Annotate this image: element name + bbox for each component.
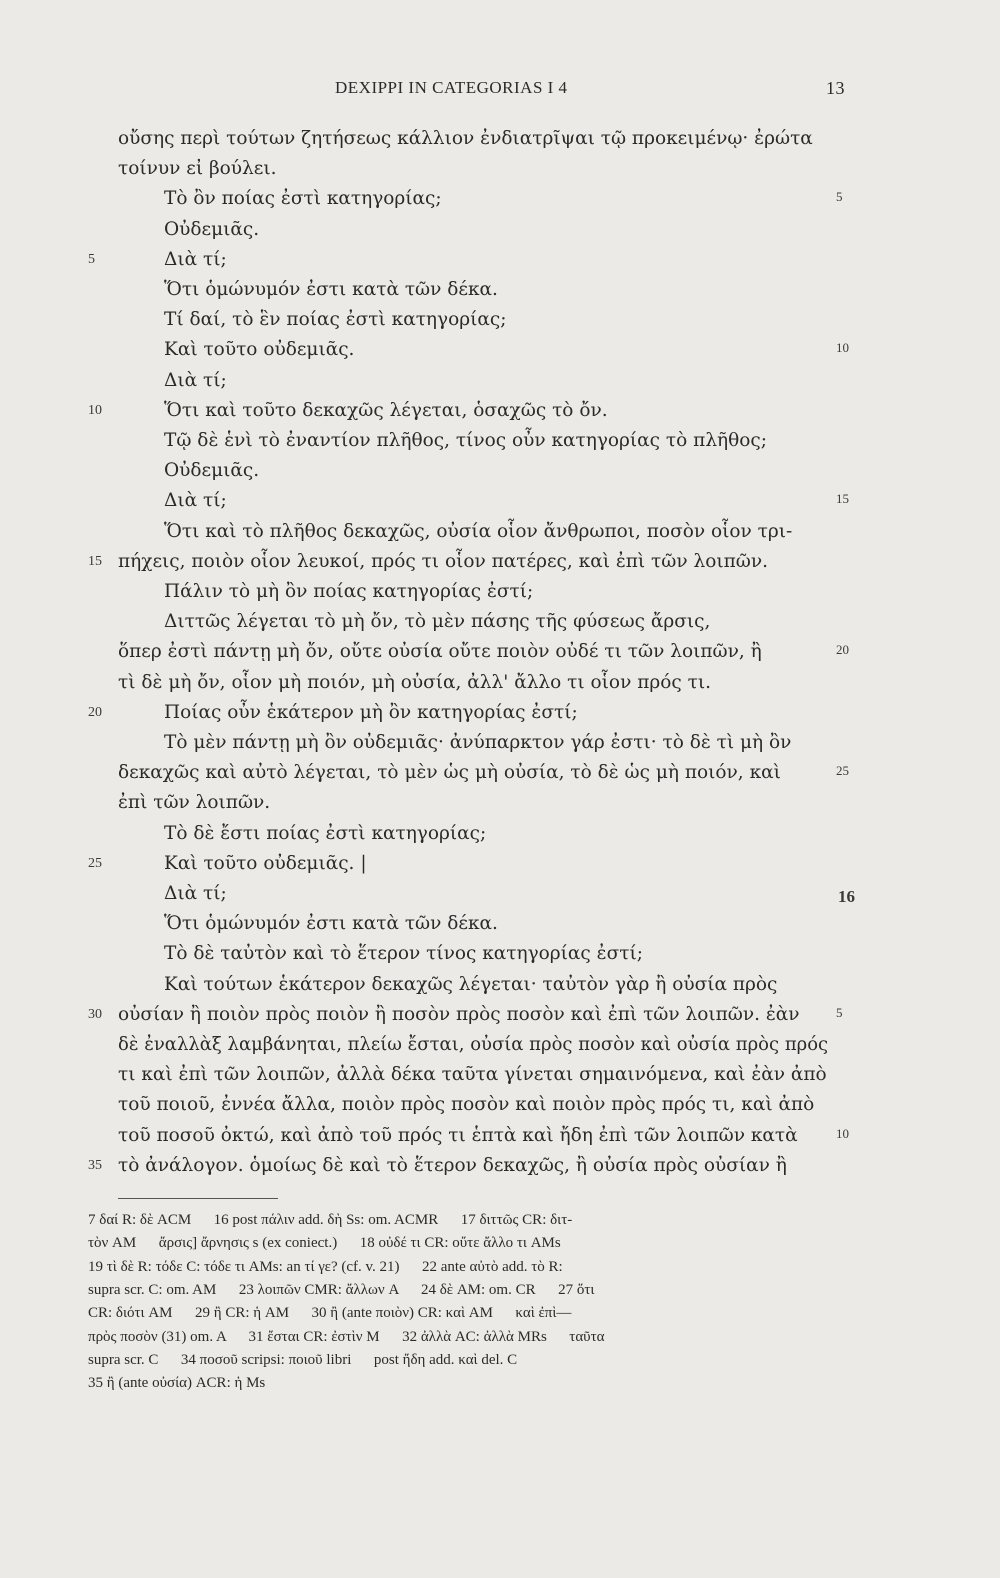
text-line <box>0 247 1000 275</box>
text-line <box>0 911 1000 939</box>
text-line <box>0 881 1000 909</box>
text-line <box>0 337 1000 365</box>
line-text: Ποίας οὖν ἑκάτερον μὴ ὂν κατηγορίας ἐστί; <box>164 701 578 723</box>
source-line-number: 20 <box>836 642 849 658</box>
text-line <box>0 1062 1000 1090</box>
text-line <box>0 851 1000 879</box>
source-line-number: 10 <box>836 340 849 356</box>
line-text: Διὰ τί; <box>164 883 227 904</box>
running-title: DEXIPPI IN CATEGORIAS I 4 <box>335 78 568 97</box>
text-line <box>0 277 1000 305</box>
line-text: Τῷ δὲ ἑνὶ τὸ ἐναντίον πλῆθος, τίνος οὖν κατηγορίας τὸ πλῆθος; <box>164 430 767 451</box>
text-line <box>0 549 1000 577</box>
line-text: τοίνυν εἰ βούλει. <box>118 158 277 180</box>
line-text: Πάλιν τὸ μὴ ὂν ποίας κατηγορίας ἐστί; <box>164 581 534 602</box>
text-line <box>0 1002 1000 1030</box>
line-text: Διὰ τί; <box>164 369 227 391</box>
line-text: τὶ δὲ μὴ ὄν, οἷον μὴ ποιόν, μὴ οὐσία, ἀλλ' ἄλλο τι οἷον πρός τι. <box>118 671 711 693</box>
line-number: 30 <box>88 1006 102 1022</box>
text-line <box>0 760 1000 788</box>
footnote-line: CR: διότι AM 29 ἢ CR: ἡ AM 30 ἢ (ante ποιὸν) CR: καὶ AM καὶ ἐπὶ— <box>88 1305 572 1322</box>
text-line <box>0 941 1000 969</box>
footnote-line: 19 τὶ δὲ R: τόδε C: τόδε τι AMs: an τί γε? (cf. v. 21) 22 ante αὐτὸ add. τὸ R: <box>88 1258 563 1275</box>
line-text: ἐπὶ τῶν λοιπῶν. <box>118 792 271 814</box>
footnote-line: 7 δαί R: δὲ ACM 16 post πάλιν add. δὴ Ss: om. ACMR 17 διττῶς CR: διτ- <box>88 1212 573 1228</box>
text-line <box>0 428 1000 456</box>
line-text: Τὸ δὲ ἔστι ποίας ἐστὶ κατηγορίας; <box>164 822 487 844</box>
line-text: Ὅτι ὁμώνυμόν ἐστι κατὰ τῶν δέκα. <box>164 913 498 935</box>
line-text: Διττῶς λέγεται τὸ μὴ ὄν, τὸ μὲν πάσης τῆς φύσεως ἄρσις, <box>164 611 711 633</box>
text-line <box>0 488 1000 516</box>
text-line <box>0 670 1000 698</box>
text-line <box>0 458 1000 486</box>
line-text: Καὶ τοῦτο οὐδεμιᾶς. <box>164 339 355 361</box>
source-line-number: 5 <box>836 189 843 205</box>
text-line <box>0 972 1000 1000</box>
line-text: τι καὶ ἐπὶ τῶν λοιπῶν, ἀλλὰ δέκα ταῦτα γίνεται σημαινόμενα, καὶ ἐὰν ἀπὸ <box>118 1064 827 1086</box>
line-text: οὔσης περὶ τούτων ζητήσεως κάλλιον ἐνδιατρῖψαι τῷ προκειμένῳ· ἐρώτα <box>118 128 813 149</box>
line-text: δεκαχῶς καὶ αὐτὸ λέγεται, τὸ μὲν ὡς μὴ οὐσία, τὸ δὲ ὡς μὴ ποιόν, καὶ <box>118 762 781 784</box>
page-number: 13 <box>826 78 845 98</box>
text-line <box>0 821 1000 849</box>
text-line <box>0 700 1000 728</box>
footnote-divider <box>118 1198 278 1199</box>
line-text: δὲ ἐναλλὰξ λαμβάνηται, πλείω ἔσται, οὐσία πρὸς ποσὸν καὶ οὐσία πρὸς πρός <box>118 1034 829 1055</box>
footnote-line: πρὸς ποσὸν (31) om. A 31 ἔσται CR: ἐστὶν M 32 ἀλλὰ AC: ἀλλὰ MRs ταῦτα <box>88 1328 605 1345</box>
line-number: 25 <box>88 855 102 871</box>
line-text: Τὸ δὲ ταὐτὸν καὶ τὸ ἕτερον τίνος κατηγορίας ἐστί; <box>164 943 643 965</box>
text-line <box>0 579 1000 607</box>
text-line <box>0 639 1000 667</box>
text-line <box>0 519 1000 547</box>
line-text: Καὶ τούτων ἑκάτερον δεκαχῶς λέγεται· ταὐτὸν γὰρ ἢ οὐσία πρὸς <box>164 973 778 995</box>
text-line <box>0 730 1000 758</box>
line-text: πήχεις, ποιὸν οἷον λευκοί, πρός τι οἷον πατέρες, καὶ ἐπὶ τῶν λοιπῶν. <box>118 550 768 572</box>
line-text: Οὐδεμιᾶς. <box>164 460 260 482</box>
line-text: Ὅτι ὁμώνυμόν ἐστι κατὰ τῶν δέκα. <box>164 279 498 300</box>
text-line <box>0 1092 1000 1120</box>
text-line <box>0 1153 1000 1181</box>
line-number: 5 <box>88 251 95 267</box>
text-line <box>0 368 1000 396</box>
source-line-number: 10 <box>836 1125 849 1141</box>
line-text: Ὅτι καὶ τοῦτο δεκαχῶς λέγεται, ὁσαχῶς τὸ ὄν. <box>164 399 608 421</box>
source-page-marker: 16 <box>838 887 855 906</box>
footnote-line: τὸν AM ἄρσις] ἄρνησις s (ex coniect.) 18 οὐδέ τι CR: οὔτε ἄλλο τι AMs <box>88 1235 561 1252</box>
source-line-number: 5 <box>836 1004 843 1020</box>
text-line <box>0 156 1000 184</box>
text-line <box>0 1123 1000 1151</box>
line-text: Καὶ τοῦτο οὐδεμιᾶς. | <box>164 852 367 874</box>
line-text: Ὅτι καὶ τὸ πλῆθος δεκαχῶς, οὐσία οἷον ἄνθρωποι, ποσὸν οἷον τρι- <box>164 520 793 542</box>
text-line <box>0 307 1000 335</box>
source-line-number: 25 <box>836 763 849 779</box>
line-text: Τὸ ὂν ποίας ἐστὶ κατηγορίας; <box>164 188 442 210</box>
footnote-line: supra scr. C: om. AM 23 λοιπῶν CMR: ἄλλων A 24 δὲ AM: om. CR 27 ὅτι <box>88 1281 595 1298</box>
line-text: Τί δαί, τὸ ἓν ποίας ἐστὶ κατηγορίας; <box>164 309 507 331</box>
footnote-line: supra scr. C 34 ποσοῦ scripsi: ποιοῦ libri post ἤδη add. καὶ del. C <box>88 1351 518 1368</box>
line-text: Τὸ μὲν πάντῃ μὴ ὂν οὐδεμιᾶς· ἀνύπαρκτον γάρ ἐστι· τὸ δὲ τὶ μὴ ὂν <box>164 732 792 753</box>
page-header <box>0 78 1000 102</box>
line-text: ὅπερ ἐστὶ πάντῃ μὴ ὄν, οὔτε οὐσία οὔτε ποιὸν οὐδέ τι τῶν λοιπῶν, ἢ <box>118 641 762 663</box>
line-number: 10 <box>88 402 102 418</box>
line-number: 20 <box>88 704 102 720</box>
line-text: Διὰ τί; <box>164 248 227 270</box>
line-number: 35 <box>88 1157 102 1173</box>
source-line-number: 15 <box>836 491 849 507</box>
line-text: Οὐδεμιᾶς. <box>164 218 260 240</box>
text-line <box>0 126 1000 154</box>
text-line <box>0 398 1000 426</box>
line-text: οὐσίαν ἢ ποιὸν πρὸς ποιὸν ἢ ποσὸν πρὸς ποσὸν καὶ ἐπὶ τῶν λοιπῶν. ἐὰν <box>118 1003 800 1025</box>
text-line <box>0 790 1000 818</box>
line-text: τοῦ ποσοῦ ὀκτώ, καὶ ἀπὸ τοῦ πρός τι ἑπτὰ καὶ ἤδη ἐπὶ τῶν λοιπῶν κατὰ <box>118 1124 798 1146</box>
line-text: τὸ ἀνάλογον. ὁμοίως δὲ καὶ τὸ ἕτερον δεκαχῶς, ἢ οὐσία πρὸς οὐσίαν ἢ <box>118 1154 787 1176</box>
line-number: 15 <box>88 553 102 569</box>
text-line <box>0 217 1000 245</box>
text-line <box>0 1032 1000 1060</box>
footnote-line: 35 ἢ (ante οὐσία) ACR: ἡ Ms <box>88 1375 266 1392</box>
text-line <box>0 186 1000 214</box>
text-line <box>0 609 1000 637</box>
line-text: Διὰ τί; <box>164 490 227 512</box>
line-text: τοῦ ποιοῦ, ἐννέα ἄλλα, ποιὸν πρὸς ποσὸν καὶ ποιὸν πρὸς πρός τι, καὶ ἀπὸ <box>118 1094 815 1116</box>
